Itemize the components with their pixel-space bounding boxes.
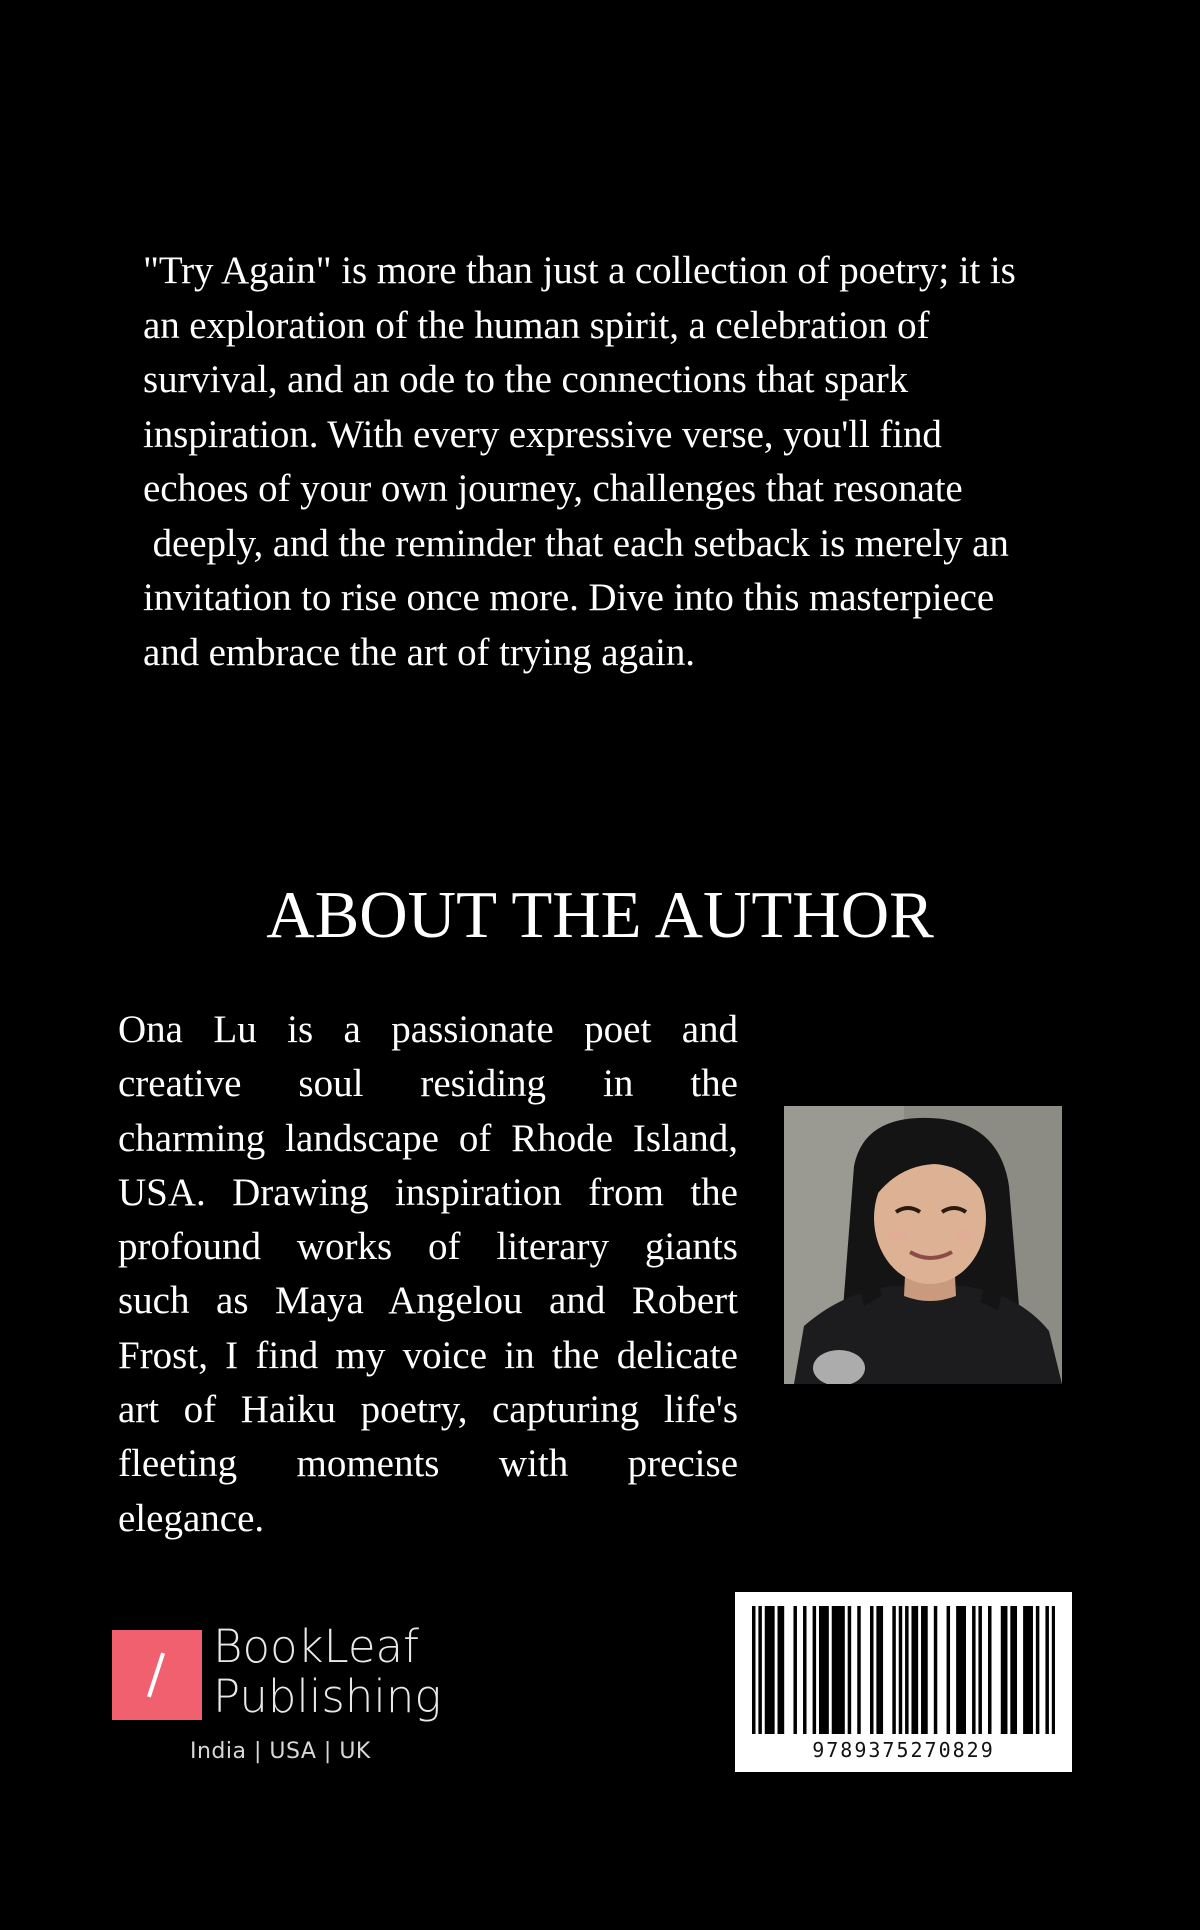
barcode-bar — [813, 1606, 816, 1734]
barcode-bar — [857, 1606, 860, 1734]
blurb-line: "Try Again" is more than just a collection of poetry; it is — [143, 249, 1016, 292]
barcode-bar — [905, 1606, 908, 1734]
barcode-bar — [841, 1606, 844, 1734]
barcode-bar — [832, 1606, 835, 1734]
isbn-number: 9789375270829 — [812, 1738, 995, 1762]
barcode-bar — [848, 1606, 851, 1734]
barcode-bar — [963, 1606, 966, 1734]
barcode-bar — [1001, 1606, 1004, 1734]
bio-line: Frost, I find my voice in the delicate — [118, 1333, 738, 1377]
author-bio — [118, 1003, 738, 1546]
barcode-bar — [771, 1606, 774, 1734]
barcode-bar — [825, 1606, 828, 1734]
barcode-bar — [921, 1606, 924, 1734]
barcode-bar — [911, 1606, 914, 1734]
bio-line: Ona Lu is a passionate poet and — [118, 1008, 738, 1051]
blurb-line: invitation to rise once more. Dive into this masterpiece — [143, 576, 995, 619]
bio-line: elegance. — [118, 1496, 265, 1540]
barcode-bar — [1052, 1606, 1055, 1734]
bio-line: creative soul residing in the — [118, 1062, 738, 1106]
barcode-bar — [1026, 1606, 1029, 1734]
barcode-bar — [876, 1606, 879, 1734]
blurb-line: deeply, and the reminder that each setback is merely an — [143, 521, 1009, 565]
barcode-bar — [1010, 1606, 1013, 1734]
barcode-bar — [1004, 1606, 1007, 1734]
about-author-heading: ABOUT THE AUTHOR — [266, 878, 934, 952]
bio-line: charming landscape of Rhode Island, — [118, 1116, 738, 1160]
blurb-line: and embrace the art of trying again. — [143, 630, 695, 674]
barcode-bar — [988, 1606, 991, 1734]
publisher-logo — [112, 1630, 202, 1720]
barcode-bar — [1029, 1606, 1032, 1734]
bio-line: fleeting moments with precise — [118, 1442, 738, 1486]
barcode-bar — [803, 1606, 806, 1734]
bio-line: such as Maya Angelou and Robert — [118, 1279, 738, 1323]
barcode-bar — [1023, 1606, 1026, 1734]
barcode-bar — [1045, 1606, 1048, 1734]
blurb-line: an exploration of the human spirit, a celebration of — [143, 303, 930, 347]
barcode-bar — [758, 1606, 761, 1734]
barcode-bar — [1014, 1606, 1017, 1734]
blurb-line: echoes of your own journey, challenges that resonate — [143, 467, 963, 510]
author-photo — [784, 1106, 1062, 1384]
blurb-line: survival, and an ode to the connections that spark — [143, 358, 909, 401]
barcode-bar — [838, 1606, 841, 1734]
barcode-bar — [768, 1606, 771, 1734]
barcode-bar — [752, 1606, 755, 1734]
barcode-bar — [870, 1606, 873, 1734]
barcode-bar — [956, 1606, 959, 1734]
book-blurb — [143, 244, 1103, 680]
barcode-bar — [947, 1606, 950, 1734]
barcode-bar — [781, 1606, 784, 1734]
barcode-icon — [752, 1606, 1055, 1734]
isbn-barcode — [735, 1592, 1072, 1772]
publisher-regions: India | USA | UK — [190, 1739, 371, 1764]
barcode-bar — [899, 1606, 902, 1734]
publisher-name-line1: BookLeaf — [213, 1620, 419, 1673]
bio-line: USA. Drawing inspiration from the — [118, 1170, 738, 1214]
blurb-line: inspiration. With every expressive verse, you'll find — [143, 412, 942, 456]
bio-line: profound works of literary giants — [118, 1225, 738, 1269]
barcode-bar — [765, 1606, 768, 1734]
barcode-bar — [822, 1606, 825, 1734]
barcode-bar — [972, 1606, 975, 1734]
barcode-bar — [880, 1606, 883, 1734]
barcode-bar — [1036, 1606, 1039, 1734]
barcode-bar — [793, 1606, 796, 1734]
barcode-bar — [892, 1606, 895, 1734]
barcode-bar — [819, 1606, 822, 1734]
barcode-bar — [915, 1606, 918, 1734]
publisher-name-line2: Publishing — [213, 1670, 442, 1723]
barcode-bar — [959, 1606, 962, 1734]
author-portrait-icon — [784, 1106, 1062, 1384]
barcode-bar — [778, 1606, 781, 1734]
barcode-bar — [934, 1606, 937, 1734]
publisher-name — [213, 1622, 441, 1722]
barcode-bar — [835, 1606, 838, 1734]
barcode-bar — [924, 1606, 927, 1734]
barcode-bar — [978, 1606, 981, 1734]
bio-line: art of Haiku poetry, capturing life's — [118, 1388, 738, 1432]
slash-icon — [147, 1653, 165, 1698]
